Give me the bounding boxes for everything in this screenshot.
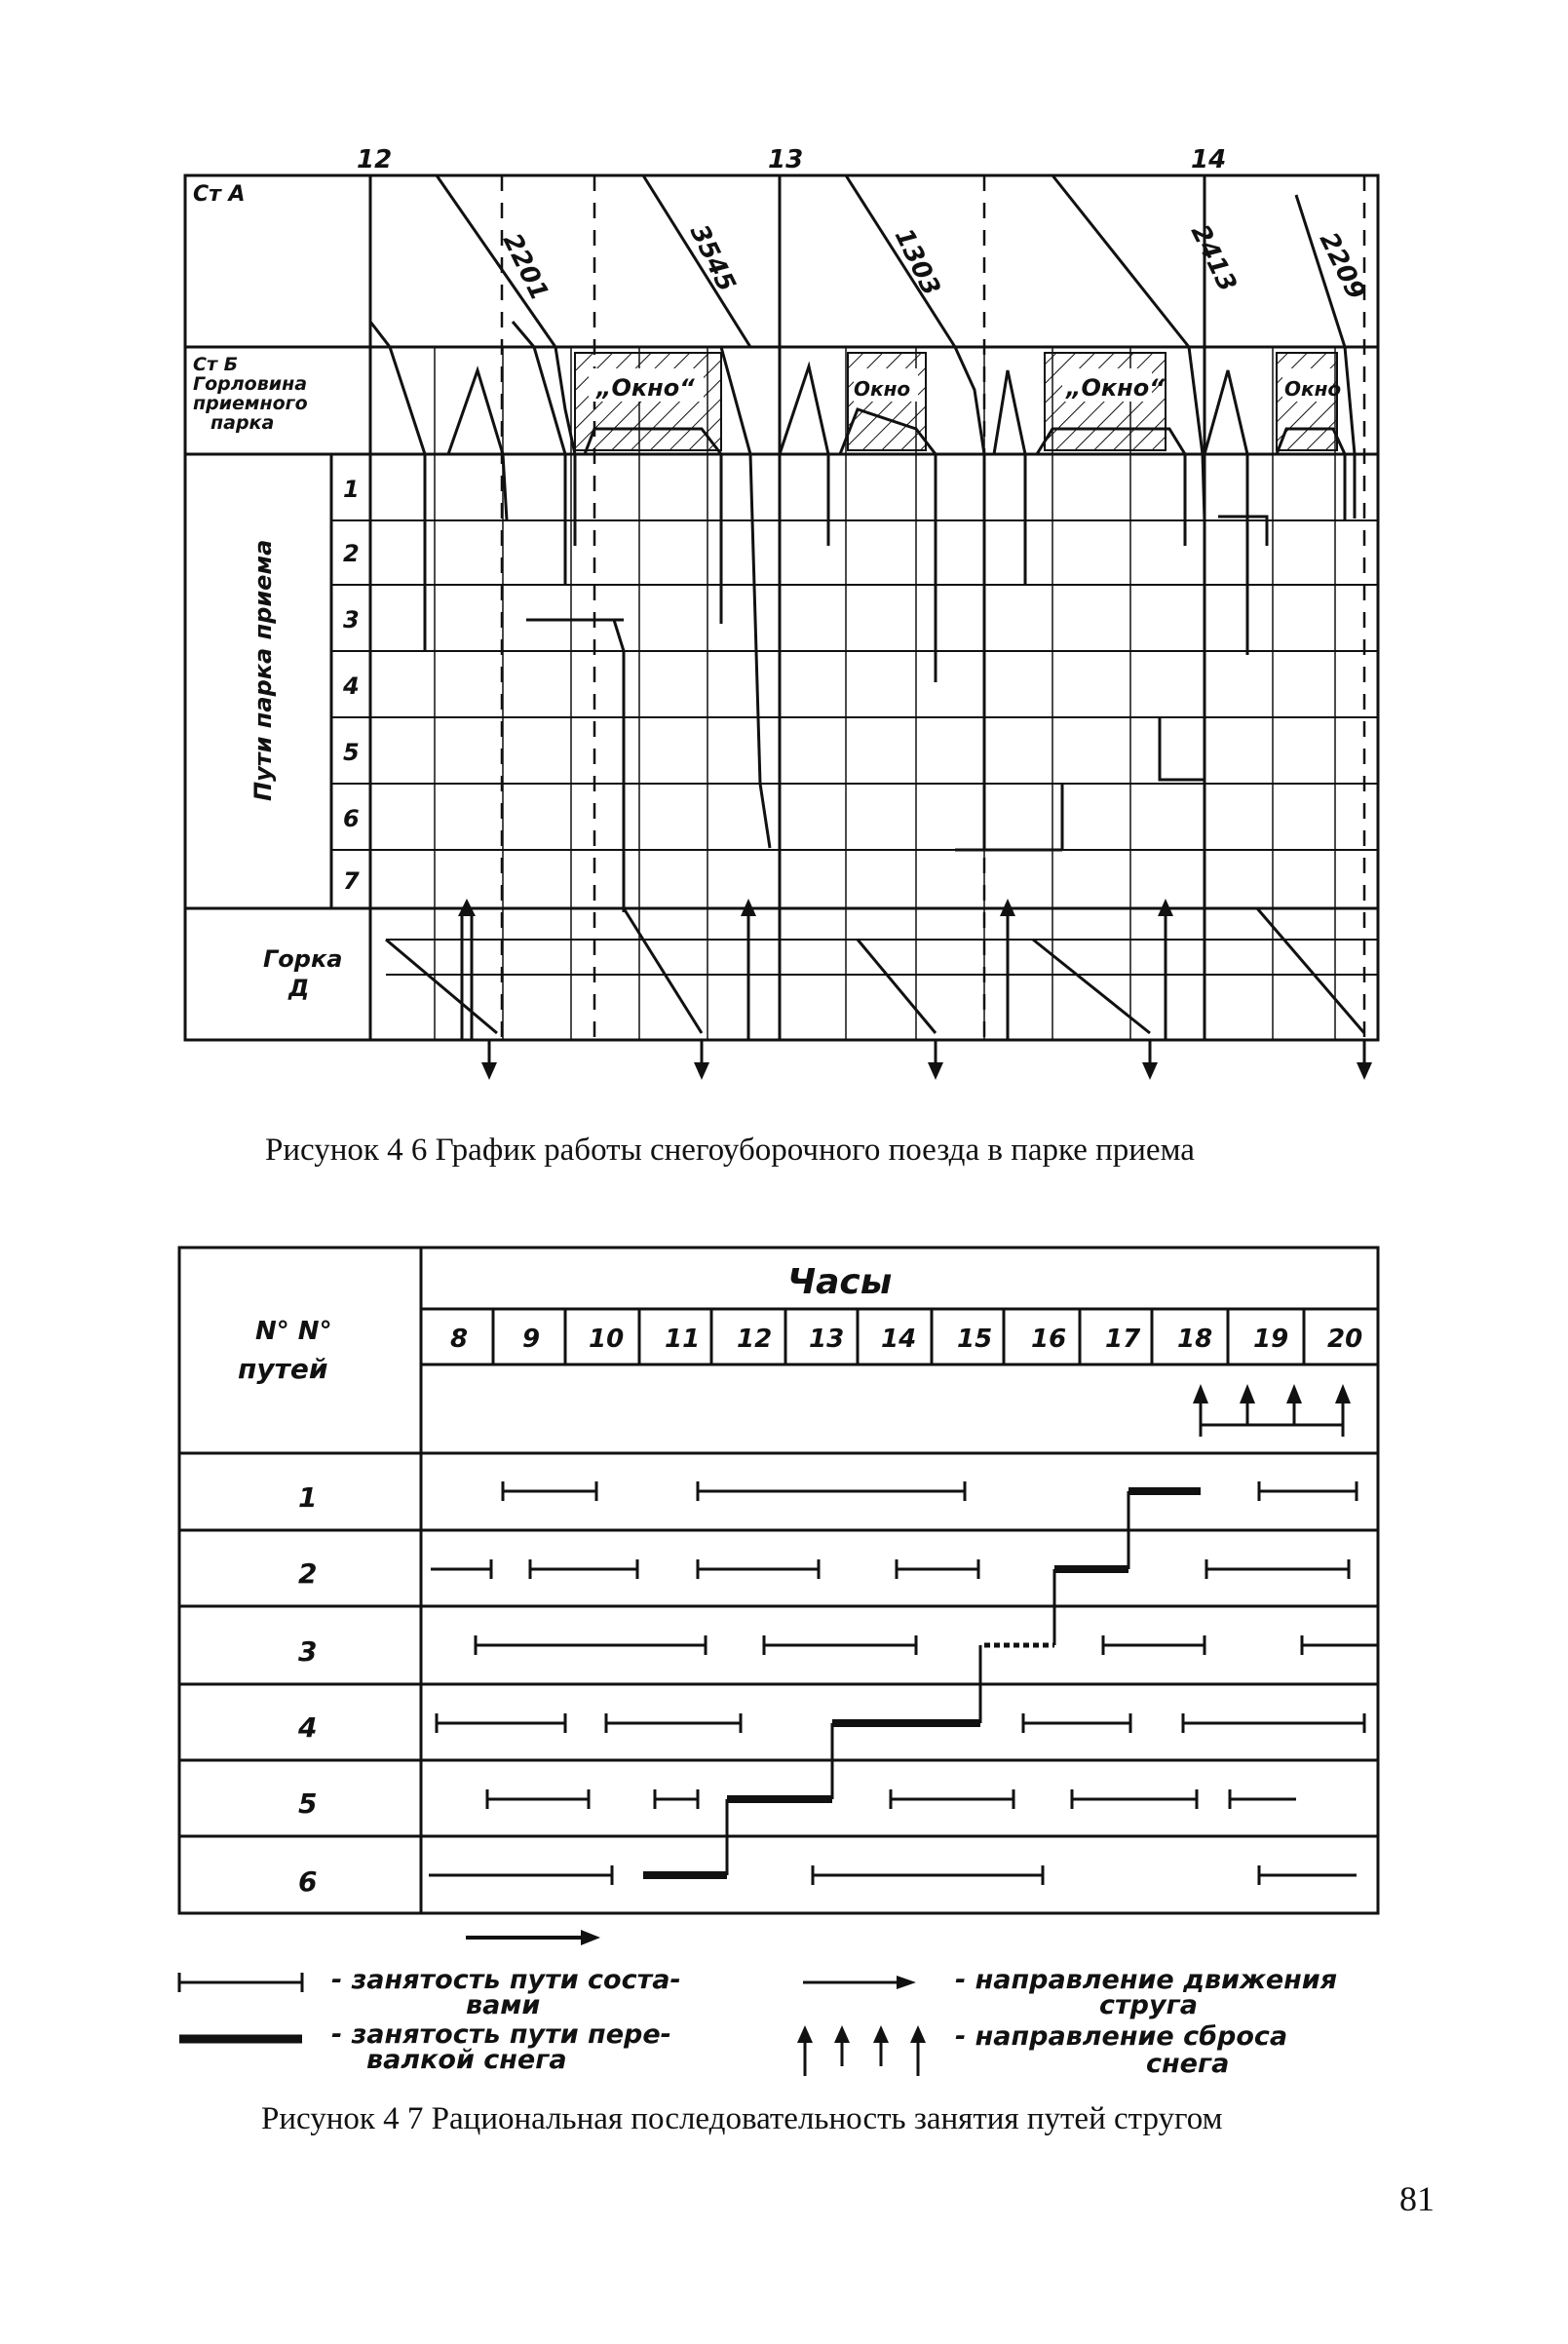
window-label: Окно xyxy=(1284,377,1342,401)
figure-4-7-caption: Рисунок 4 7 Рациональная последовательность занятия путей стругом xyxy=(261,2101,1223,2136)
legend-arrow-text: - направление движения xyxy=(955,1965,1338,1995)
hour-cell: 9 xyxy=(522,1325,541,1354)
station-b-label: Ст Б xyxy=(193,354,239,375)
legend-thick-text: - занятость пути пере- xyxy=(331,2019,671,2050)
page-number: 81 xyxy=(1399,2179,1434,2218)
tracks-vertical-label: Пути парка приема xyxy=(249,539,277,801)
hump-label: Горка xyxy=(263,945,343,973)
tracks-header: N° N° xyxy=(255,1317,332,1346)
hour-labels xyxy=(450,1325,1362,1354)
legend-thin-text: вами xyxy=(466,1990,541,2020)
legend-discharge-text: - направление сброса xyxy=(955,2021,1288,2052)
window-label: „Окно“ xyxy=(1066,374,1165,402)
hour-cell: 16 xyxy=(1031,1325,1067,1354)
hour-label: 14 xyxy=(1191,145,1227,174)
hump-label: Д xyxy=(288,975,310,1002)
train-number: 1303 xyxy=(888,223,946,301)
figure-4-6-caption: Рисунок 4 6 График работы снегоуборочного поезда в парке приема xyxy=(265,1133,1195,1168)
hour-cell: 18 xyxy=(1177,1325,1213,1354)
hour-cell: 13 xyxy=(809,1325,845,1354)
train-number: 2413 xyxy=(1184,219,1243,297)
track-label: 1 xyxy=(298,1481,318,1514)
tracks-header: путей xyxy=(238,1353,328,1385)
station-a-label: Ст А xyxy=(193,182,246,207)
station-b-label: Горловина xyxy=(193,373,308,395)
train-number: 3545 xyxy=(683,219,742,297)
track-number: 4 xyxy=(343,672,360,700)
hour-cell: 19 xyxy=(1253,1325,1289,1354)
station-b-label: парка xyxy=(210,412,275,434)
track-number: 3 xyxy=(343,606,360,634)
track-number: 2 xyxy=(343,540,360,567)
track-number: 6 xyxy=(343,805,360,832)
train-number: 2209 xyxy=(1313,227,1371,305)
track-label: 6 xyxy=(298,1865,318,1898)
window-label: „Окно“ xyxy=(596,374,695,402)
hour-cell: 11 xyxy=(665,1325,701,1354)
hour-cell: 15 xyxy=(957,1325,993,1354)
track-label: 4 xyxy=(298,1711,318,1744)
train-number: 2201 xyxy=(496,228,555,306)
station-b-label: приемного xyxy=(193,393,308,414)
track-number: 7 xyxy=(343,867,360,895)
hour-cell: 12 xyxy=(737,1325,773,1354)
track-number: 1 xyxy=(343,476,360,503)
hour-label: 13 xyxy=(768,145,804,174)
track-label: 2 xyxy=(298,1557,318,1590)
legend-arrow-text: струга xyxy=(1099,1990,1198,2020)
legend-thin-text: - занятость пути соста- xyxy=(331,1965,681,1995)
hour-cell: 20 xyxy=(1327,1325,1363,1354)
track-number: 5 xyxy=(343,739,360,766)
hour-cell: 10 xyxy=(589,1325,625,1354)
window-label: Окно xyxy=(854,377,911,401)
hour-cell: 14 xyxy=(881,1325,917,1354)
hour-label: 12 xyxy=(357,145,393,174)
legend-discharge-text: снега xyxy=(1146,2049,1230,2076)
hour-cell: 8 xyxy=(450,1325,469,1354)
track-label: 3 xyxy=(298,1635,318,1668)
track-label: 5 xyxy=(298,1787,318,1820)
hours-header: Часы xyxy=(787,1262,893,1302)
legend-thick-text: валкой снега xyxy=(366,2045,567,2075)
hour-cell: 17 xyxy=(1105,1325,1141,1354)
